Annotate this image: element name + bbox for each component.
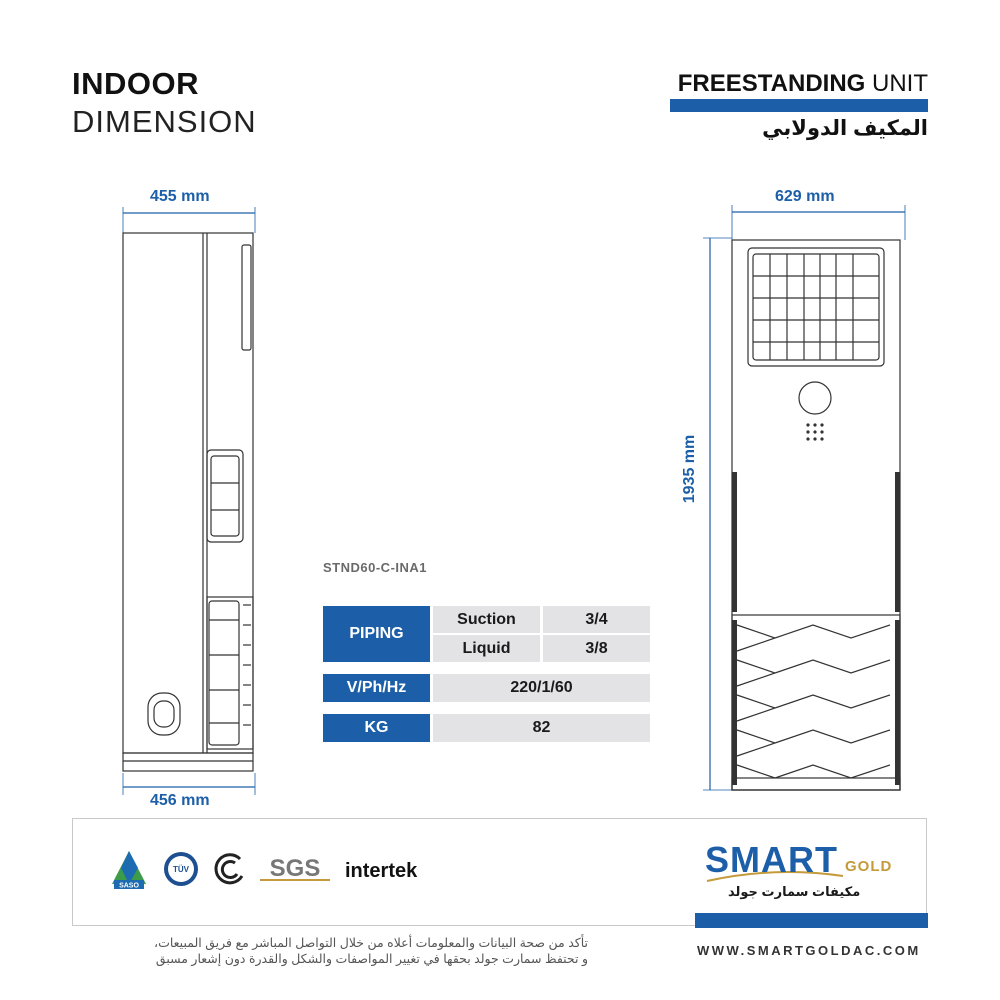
power-value: 220/1/60 <box>433 674 650 702</box>
page-title-line2: DIMENSION <box>72 104 257 139</box>
tuv-text: TÜV <box>173 865 189 874</box>
power-label: V/Ph/Hz <box>323 674 430 702</box>
piping-label: PIPING <box>323 606 430 662</box>
liquid-value: 3/8 <box>543 635 650 662</box>
unit-type-bold: FREESTANDING <box>677 70 866 97</box>
header-accent-bar <box>670 99 928 112</box>
weight-value: 82 <box>433 714 650 742</box>
weight-label: KG <box>323 714 430 742</box>
disclaimer-line1: تأكد من صحة البيانات والمعلومات أعلاه من خلال التواصل المباشر مع فريق المبيعات، <box>154 936 588 950</box>
page-title-line1: INDOOR <box>72 66 199 101</box>
side-view-drawing <box>110 205 270 805</box>
model-number: STND60-C-INA1 <box>323 560 428 575</box>
front-height-label: 1935 mm <box>681 434 698 504</box>
liquid-label: Liquid <box>433 635 540 662</box>
saso-text: SASO <box>119 882 139 890</box>
saso-logo-icon <box>108 848 150 890</box>
suction-value: 3/4 <box>543 606 650 633</box>
website-link[interactable]: WWW.SMARTGOLDAC.COM <box>697 943 921 958</box>
intertek-text: intertek <box>345 860 418 882</box>
disclaimer <box>68 935 588 967</box>
side-width-top-label: 455 mm <box>150 188 210 205</box>
front-view-drawing <box>695 200 925 800</box>
disclaimer-line2: و تحتفظ سمارت جولد بحقها في تغيير المواصفات والشكل والقدرة دون إشعار مسبق <box>155 952 588 966</box>
sgs-text: SGS <box>269 855 321 882</box>
sgs-logo-icon <box>260 850 330 886</box>
unit-type <box>678 70 928 98</box>
smart-gold-logo <box>705 836 845 888</box>
unit-type-arabic: المكيف الدولابي <box>762 117 928 140</box>
brand-name: SMART <box>705 839 838 880</box>
tuv-logo-icon <box>162 850 200 888</box>
gcc-mark-icon <box>210 850 248 888</box>
footer-accent-bar <box>695 913 928 928</box>
suction-label: Suction <box>433 606 540 633</box>
brand-arabic: مكيفات سمارت جولد <box>728 884 861 899</box>
unit-type-regular: UNIT <box>872 70 928 97</box>
side-width-bottom-label: 456 mm <box>150 792 210 809</box>
brand-sub: GOLD <box>845 858 893 875</box>
intertek-logo-icon <box>345 855 440 885</box>
front-width-label: 629 mm <box>775 188 835 205</box>
